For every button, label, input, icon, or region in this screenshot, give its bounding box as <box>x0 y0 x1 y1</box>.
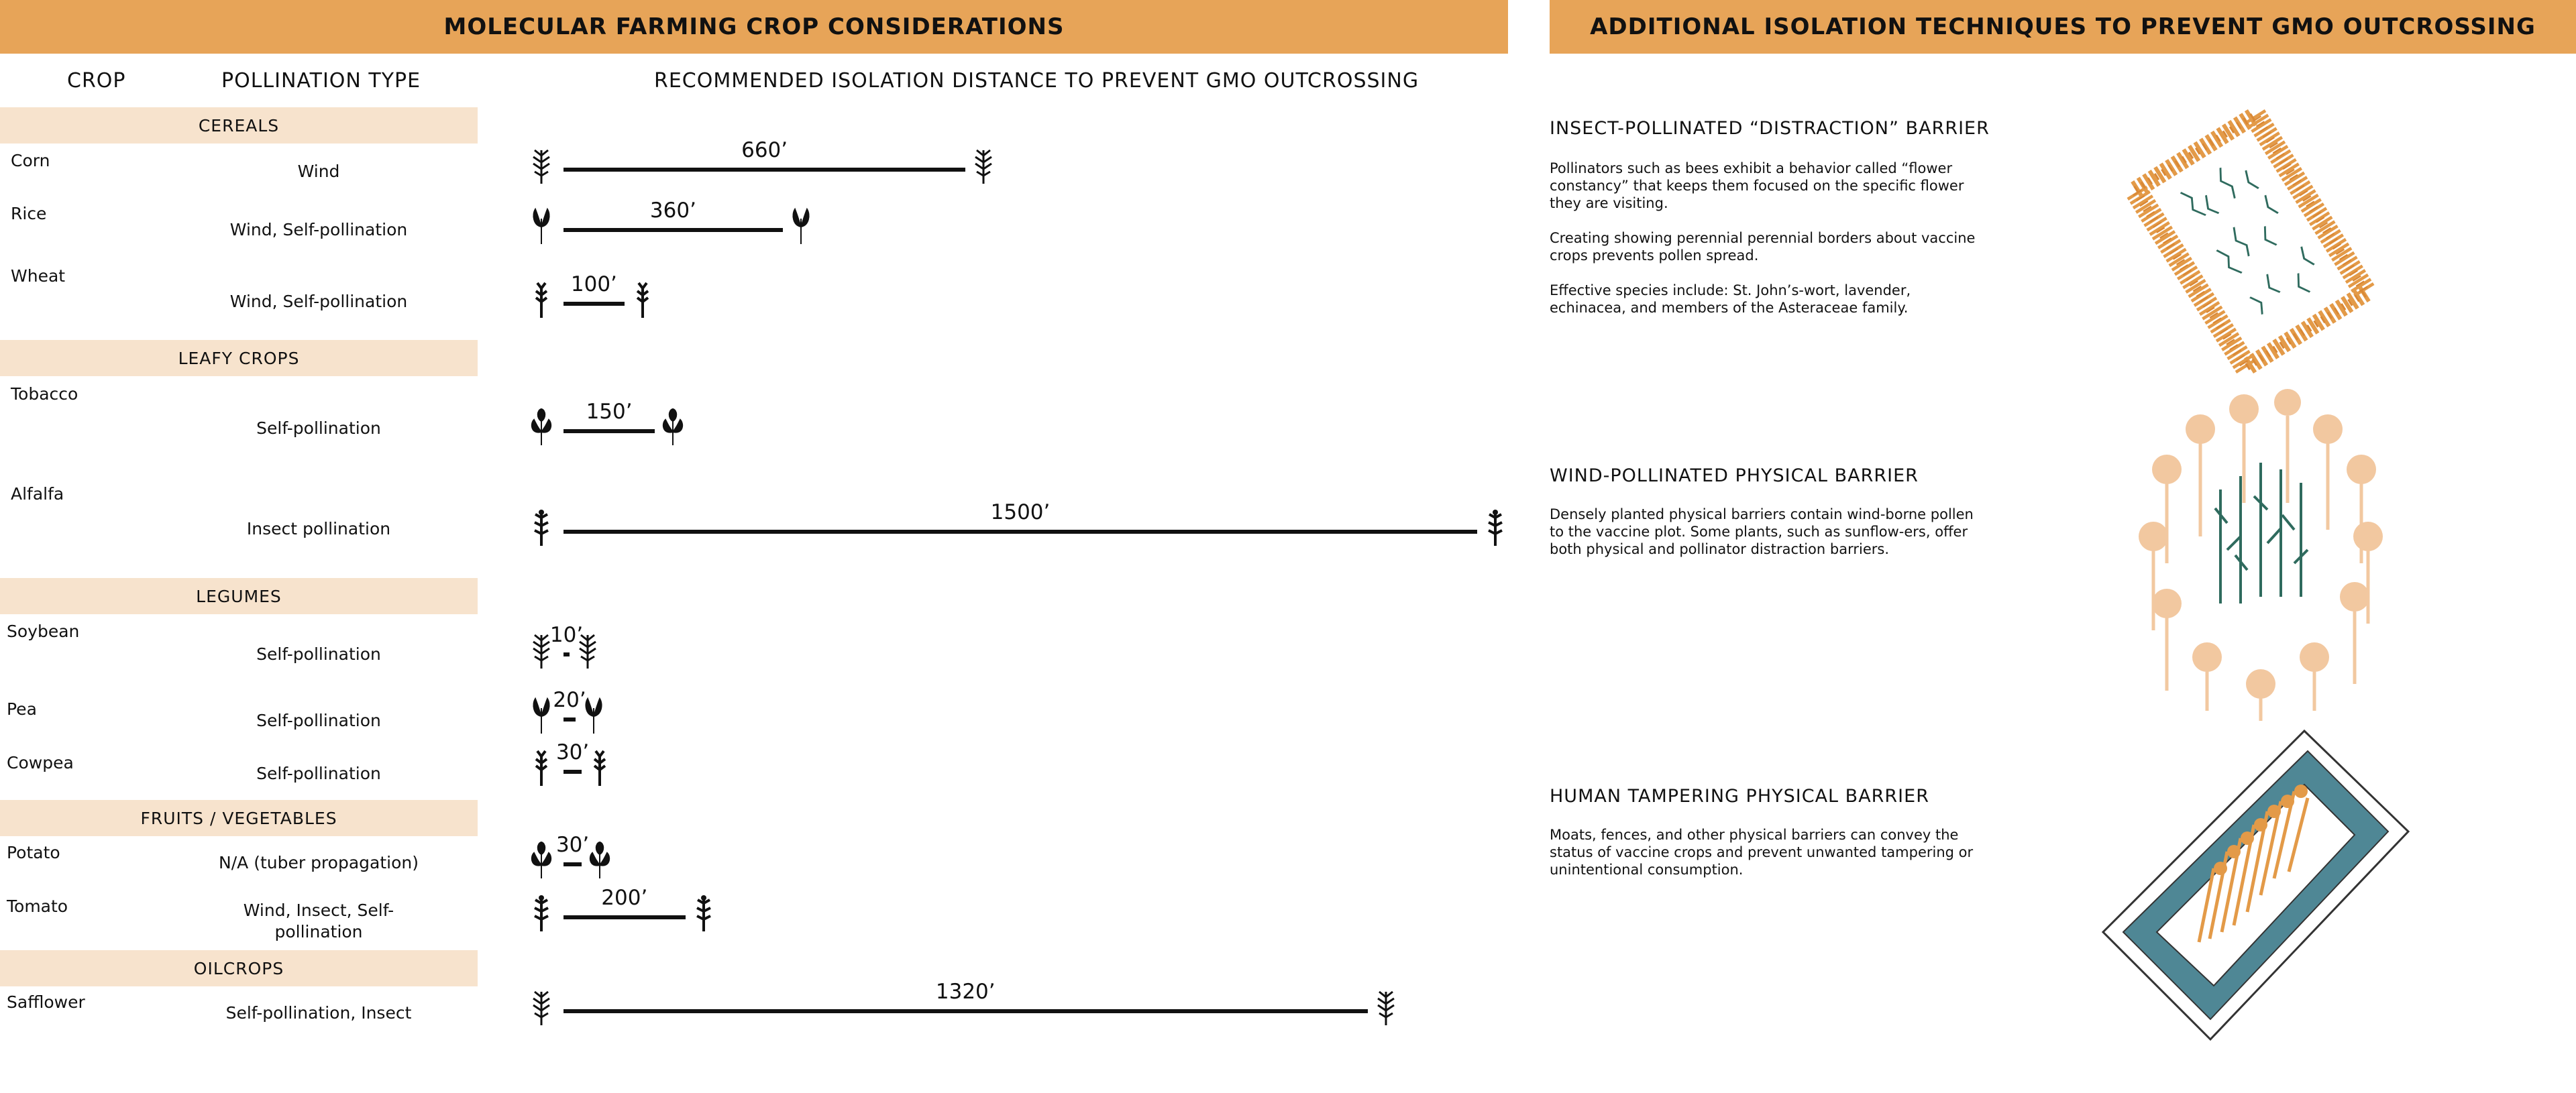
technique-title-wind-barrier: WIND-POLLINATED PHYSICAL BARRIER <box>1550 465 1919 486</box>
pollination-potato: N/A (tuber propagation) <box>219 853 419 872</box>
category-legumes: LEGUMES <box>0 578 478 614</box>
left-panel-title: MOLECULAR FARMING CROP CONSIDERATIONS <box>0 0 1508 54</box>
isolation-distance-bar <box>564 302 625 306</box>
sunflower-barrier-plot-illustration <box>2127 389 2395 724</box>
isolation-distance-label: 100’ <box>570 272 617 296</box>
pollination-tomato: Wind, Insect, Self-pollination <box>243 901 394 941</box>
pollination-wheat: Wind, Self-pollination <box>229 292 408 311</box>
isolation-distance-bar <box>564 652 570 656</box>
isolation-distance-bar <box>564 168 965 172</box>
crop-name-wheat: Wheat <box>11 266 66 286</box>
pollination-soybean: Self-pollination <box>256 644 381 664</box>
crop-name-tobacco: Tobacco <box>11 384 78 404</box>
pollination-column-header: POLLINATION TYPE <box>221 69 421 93</box>
safflower-plant-icon <box>530 988 553 1027</box>
tobacco-plant-icon <box>661 408 684 447</box>
crop-name-soybean: Soybean <box>7 622 80 641</box>
technique-paragraph: Densely planted physical barriers contain wind-borne pollen to the vaccine plot. Some plants, such as sunflow-ers, offer both physical and pollinator distraction barriers. <box>1550 506 1974 557</box>
isolation-distance-label: 360’ <box>649 198 696 223</box>
rice-plant-icon <box>530 207 553 245</box>
distance-column-header: RECOMMENDED ISOLATION DISTANCE TO PREVENT GMO OUTCROSSING <box>654 69 1419 93</box>
isolation-distance-bar <box>564 530 1477 534</box>
isolation-distance-label: 1500’ <box>990 500 1051 524</box>
category-leafy-crops: LEAFY CROPS <box>0 340 478 376</box>
isolation-distance-bar <box>564 915 686 919</box>
technique-title-distraction-barrier: INSECT-POLLINATED “DISTRACTION” BARRIER <box>1550 118 1990 139</box>
corn-plant-icon <box>530 146 553 185</box>
pollination-alfalfa: Insect pollination <box>246 519 391 538</box>
isolation-distance-label: 150’ <box>586 400 633 424</box>
pollination-safflower: Self-pollination, Insect <box>225 1003 412 1023</box>
safflower-plant-icon <box>1375 988 1397 1027</box>
tomato-plant-icon <box>530 894 553 933</box>
isolation-distance-label: 20’ <box>553 688 586 712</box>
crop-name-cowpea: Cowpea <box>7 753 74 772</box>
pollination-corn: Wind <box>297 162 340 181</box>
crop-name-tomato: Tomato <box>7 897 68 916</box>
technique-paragraph: Moats, fences, and other physical barriers can convey the status of vaccine crops and prevent unwanted tampering or unintentional consumption. <box>1550 827 1974 878</box>
isolation-distance-label: 10’ <box>549 623 584 647</box>
category-oilcrops: OILCROPS <box>0 950 478 986</box>
tobacco-plant-icon <box>530 408 553 447</box>
alfalfa-plant-icon <box>530 508 553 547</box>
technique-body-tampering-barrier <box>1550 826 1979 896</box>
crop-name-pea: Pea <box>7 699 37 719</box>
crop-name-corn: Corn <box>11 151 50 170</box>
isolation-distance-label: 200’ <box>601 886 648 910</box>
isolation-distance-label: 1320’ <box>935 980 996 1004</box>
pollination-cowpea: Self-pollination <box>256 764 381 783</box>
isolation-distance-label: 30’ <box>555 740 590 764</box>
category-cereals: CEREALS <box>0 107 478 143</box>
technique-body-wind-barrier <box>1550 506 1979 575</box>
isolation-distance-label: 30’ <box>555 833 590 857</box>
technique-paragraph: Effective species include: St. John’s-wort, lavender, echinacea, and members of the Asteraceae family. <box>1550 282 1911 316</box>
right-panel-title: ADDITIONAL ISOLATION TECHNIQUES TO PREVENT GMO OUTCROSSING <box>1550 0 2576 54</box>
isolation-distance-bar <box>564 228 783 232</box>
moat-plot-illustration <box>2100 728 2415 1043</box>
technique-body-distraction-barrier <box>1550 160 1979 334</box>
rice-plant-icon <box>790 207 812 245</box>
crop-name-potato: Potato <box>7 843 60 862</box>
isolation-distance-bar <box>564 1009 1368 1013</box>
isolation-distance-label: 660’ <box>741 138 788 162</box>
technique-paragraph: Pollinators such as bees exhibit a behavior called “flower constancy” that keeps them focused on the specific flower they are visiting. <box>1550 160 1964 211</box>
corn-plant-icon <box>972 146 995 185</box>
technique-paragraph: Creating showing perennial perennial borders about vaccine crops prevents pollen spread. <box>1550 230 1976 264</box>
pollination-pea: Self-pollination <box>256 711 381 730</box>
isolation-distance-bar <box>564 717 576 722</box>
alfalfa-plant-icon <box>1484 508 1507 547</box>
tomato-plant-icon <box>692 894 715 933</box>
flower-border-plot-illustration <box>2120 107 2381 376</box>
category-fruits-vegetables: FRUITS / VEGETABLES <box>0 800 478 836</box>
pollination-tobacco: Self-pollination <box>256 418 381 438</box>
crop-name-safflower: Safflower <box>7 992 85 1012</box>
technique-title-tampering-barrier: HUMAN TAMPERING PHYSICAL BARRIER <box>1550 786 1929 807</box>
isolation-distance-bar <box>564 770 582 774</box>
crop-name-alfalfa: Alfalfa <box>11 484 64 504</box>
crop-column-header: CROP <box>67 69 126 93</box>
crop-name-rice: Rice <box>11 204 47 223</box>
isolation-distance-bar <box>564 429 655 433</box>
pollination-rice: Wind, Self-pollination <box>229 220 408 239</box>
isolation-distance-bar <box>564 862 582 866</box>
